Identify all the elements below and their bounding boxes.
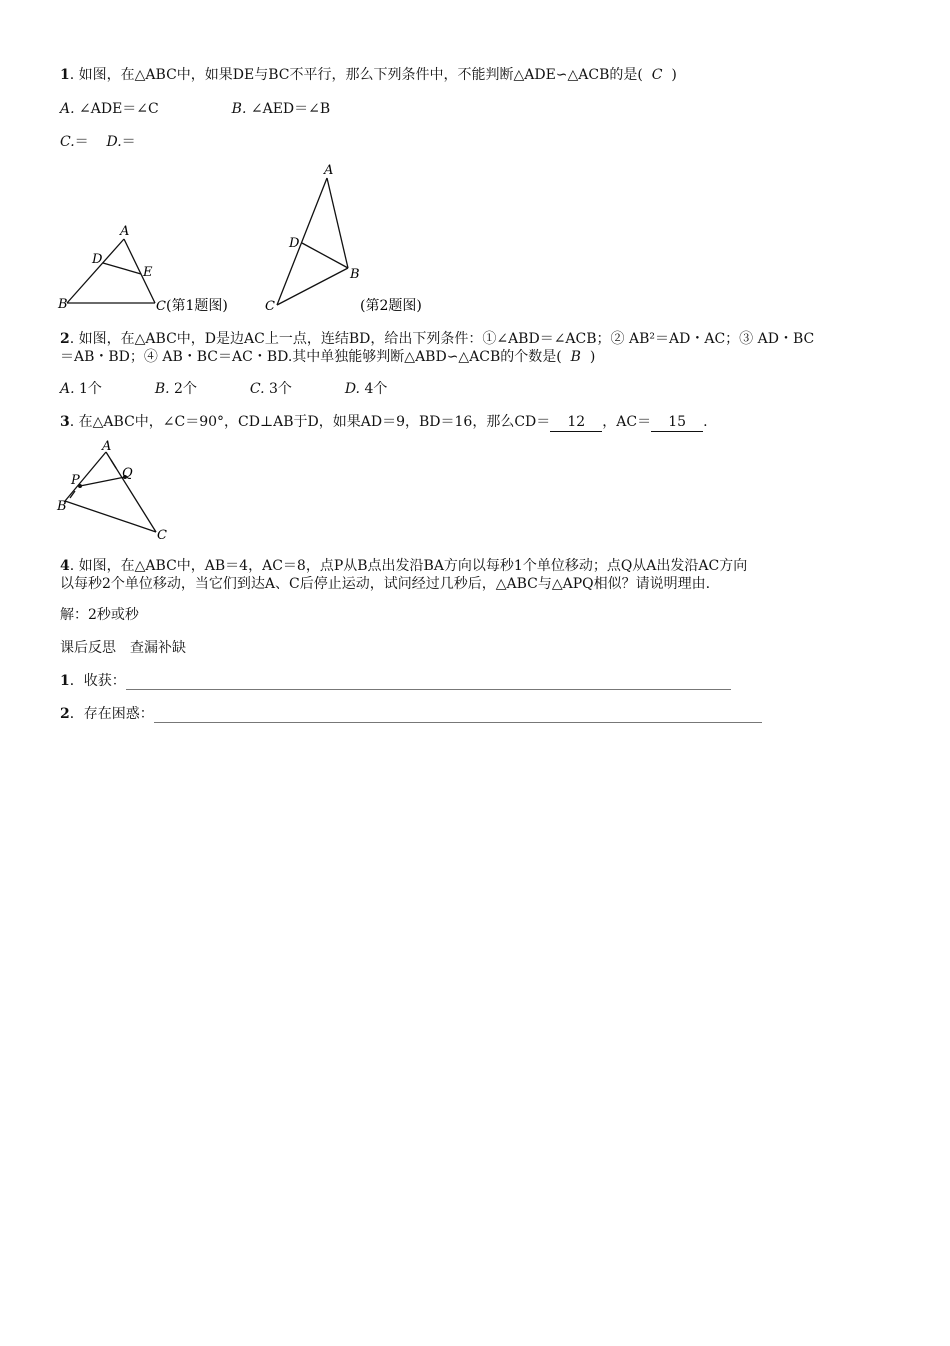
q1-label-a: A (120, 224, 130, 239)
q2-label-c: C (265, 299, 275, 314)
reflection-item2-label: ．存在困惑： (69, 706, 154, 722)
reflection-item1-number: 1 (60, 673, 70, 689)
q1-options-row1 (60, 100, 330, 118)
q1-option-a: ∠ADE＝∠C (79, 101, 159, 117)
q1-option-d-label: D. (106, 134, 122, 150)
q1-label-d: D (92, 252, 103, 267)
q2-stem-line1 (60, 330, 814, 348)
q2-figure-caption: (第2题图) (360, 298, 422, 314)
q1-number: 1 (60, 67, 70, 83)
q2-triangle-figure (277, 178, 348, 305)
q4-text-line1: . 如图，在△ABC中，AB＝4，AC＝8，点P从B点出发沿BA方向以每秒1个单位移动；点Q从A出发沿AC方向 (69, 558, 748, 574)
q1-triangle-figure (67, 239, 155, 303)
q4-label-b: B (57, 499, 67, 514)
q1-label-c: C (156, 299, 166, 314)
q2-label-d: D (289, 236, 300, 251)
q1-option-b-label: B. (231, 101, 247, 117)
q1-q2-figures (0, 160, 950, 320)
reflection-item1-label: ．收获： (69, 673, 126, 689)
q3-text: . 在△ABC中，∠C＝90°，CD⊥AB于D，如果AD＝9，BD＝16，那么CD＝ (69, 414, 551, 430)
q1-stem (60, 66, 677, 84)
q2-options (60, 380, 387, 398)
q1-text: . 如图，在△ABC中，如果DE与BC不平行，那么下列条件中，不能判断△ADE∽△ACB的是( (69, 67, 643, 83)
q4-triangle-figure (50, 440, 190, 540)
confusion-answer-line[interactable] (154, 710, 762, 723)
q2-option-b: 2个 (174, 381, 197, 397)
gains-answer-line[interactable] (126, 677, 731, 690)
q1-figure-caption: (第1题图) (166, 298, 228, 314)
q4-label-p: P (71, 473, 80, 488)
q4-solution-text: 解：2秒或秒 (60, 607, 139, 623)
q3-answer-ac: 15 (651, 413, 703, 432)
reflection-item-gains (60, 672, 731, 690)
q4-stem-line2 (60, 575, 710, 593)
q3-end: . (703, 414, 708, 430)
q1-option-a-label: A. (60, 101, 75, 117)
q3-number: 3 (60, 414, 70, 430)
q4-label-q: Q (122, 466, 133, 481)
q4-number: 4 (60, 558, 70, 574)
q4-label-a: A (102, 440, 112, 454)
q2-option-c-label: C. (249, 381, 265, 397)
q2-option-a: 1个 (79, 381, 102, 397)
q2-option-c: 3个 (269, 381, 292, 397)
q2-stem-line2 (60, 348, 595, 366)
q4-stem-line1 (60, 557, 747, 575)
reflection-title (60, 639, 186, 657)
q3-stem (60, 413, 708, 432)
q1-option-b: ∠AED＝∠B (250, 101, 331, 117)
q2-label-a: A (324, 163, 334, 178)
reflection-item-confusion (60, 705, 762, 723)
q1-option-d: ＝ (121, 134, 136, 150)
q2-text-line1: . 如图，在△ABC中，D是边AC上一点，连结BD，给出下列条件：①∠ABD＝∠ACB；② AB²＝AD・AC；③ AD・BC (69, 331, 815, 347)
q4-solution (60, 606, 139, 624)
q2-text-line2: ＝AB・BD；④ AB・BC＝AC・BD.其中单独能够判断△ABD∽△ACB的个数是( (60, 349, 562, 365)
q1-option-c-label: C. (60, 134, 75, 150)
q4-label-c: C (157, 528, 167, 540)
q1-label-e: E (143, 265, 153, 280)
q1-label-b: B (58, 297, 68, 312)
q1-options-row2 (60, 133, 136, 151)
q3-answer-cd: 12 (550, 413, 602, 432)
q1-option-c: ＝ (74, 134, 89, 150)
reflection-title-text: 课后反思 查漏补缺 (60, 640, 186, 656)
q3-text-mid: ，AC＝ (602, 414, 652, 430)
q2-option-b-label: B. (154, 381, 170, 397)
q2-option-a-label: A. (60, 381, 75, 397)
q1-answer: C (651, 67, 663, 83)
reflection-item2-number: 2 (60, 706, 70, 722)
q2-number: 2 (60, 331, 70, 347)
q2-close-paren: ) (589, 349, 596, 365)
q1-close-paren: ) (671, 67, 677, 83)
q2-option-d-label: D. (344, 381, 361, 397)
q2-label-b: B (350, 267, 360, 282)
q2-option-d: 4个 (364, 381, 388, 397)
q4-text-line2: 以每秒2个单位移动，当它们到达A、C后停止运动，试问经过几秒后，△ABC与△APQ相似？请说明理由. (60, 576, 711, 592)
q2-answer: B (570, 349, 581, 365)
